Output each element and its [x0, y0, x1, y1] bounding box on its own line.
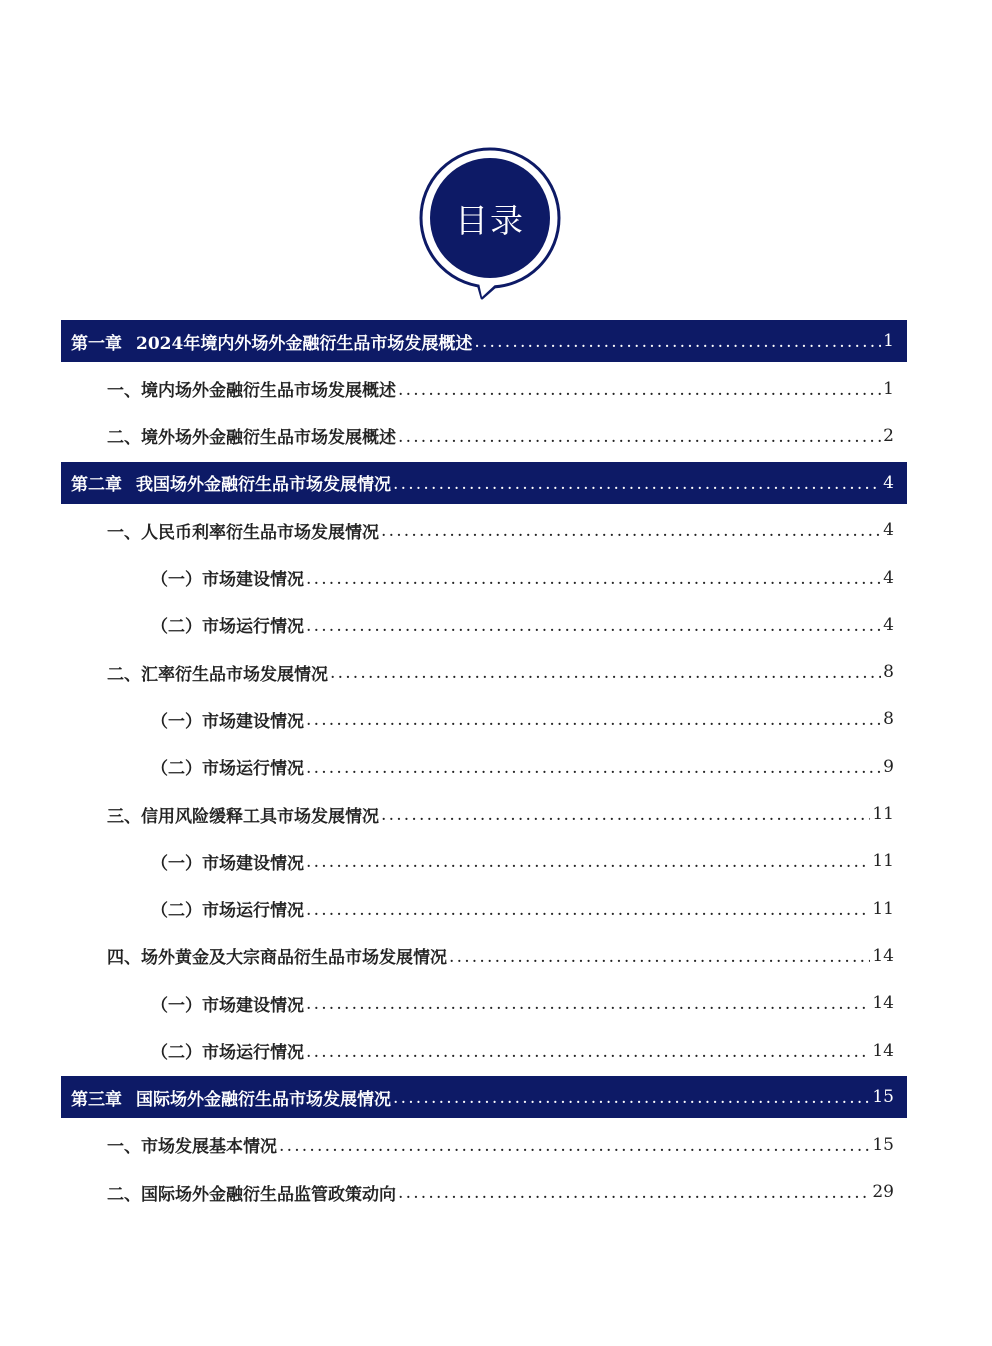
page-number: 4	[883, 567, 894, 588]
page-number: 15	[872, 1134, 894, 1155]
toc-section[interactable]	[61, 790, 907, 837]
toc-subsection[interactable]	[61, 696, 907, 743]
subsection-title: （二）市场运行情况	[151, 901, 304, 922]
chapter-title: 我国场外金融衍生品市场发展情况	[136, 475, 391, 496]
toc-subsection[interactable]	[61, 601, 907, 648]
toc-section[interactable]	[61, 412, 907, 459]
toc-title: 目录	[455, 200, 525, 240]
leader-dots	[306, 852, 870, 872]
toc-chapter-1[interactable]	[61, 320, 907, 362]
section-title: 一、境内场外金融衍生品市场发展概述	[107, 381, 396, 402]
section-title: 一、市场发展基本情况	[107, 1137, 277, 1158]
leader-dots	[306, 1042, 870, 1062]
subsection-title: （一）市场建设情况	[151, 570, 304, 591]
subsection-title: （二）市场运行情况	[151, 617, 304, 638]
toc-section[interactable]	[61, 1168, 907, 1215]
page-number: 15	[872, 1087, 894, 1108]
page-number: 1	[883, 331, 894, 351]
toc-section[interactable]	[61, 365, 907, 412]
page-number: 29	[872, 1182, 894, 1203]
page-number: 2	[883, 425, 894, 446]
page-number: 11	[872, 804, 894, 825]
leader-dots	[306, 994, 870, 1014]
leader-dots	[398, 1183, 870, 1203]
leader-dots	[398, 427, 881, 447]
toc-subsection[interactable]	[61, 838, 907, 885]
section-title: 二、国际场外金融衍生品监管政策动向	[107, 1184, 396, 1205]
page-number: 14	[872, 945, 894, 966]
leader-dots	[474, 332, 881, 352]
subsection-title: （二）市场运行情况	[151, 759, 304, 780]
toc-badge	[418, 146, 562, 302]
leader-dots	[306, 616, 881, 636]
toc-section[interactable]	[61, 648, 907, 695]
leader-dots	[306, 900, 870, 920]
page-number: 9	[883, 756, 894, 777]
toc-section[interactable]	[61, 1121, 907, 1168]
leader-dots	[393, 1088, 870, 1108]
toc-chapter-2[interactable]	[61, 462, 907, 504]
leader-dots	[393, 474, 881, 494]
subsection-title: （一）市场建设情况	[151, 853, 304, 874]
chapter-title: 国际场外金融衍生品市场发展情况	[136, 1089, 391, 1110]
toc-subsection[interactable]	[61, 1027, 907, 1074]
page-number: 4	[883, 520, 894, 541]
chapter-number: 第三章	[71, 1089, 122, 1110]
chapter-title: 2024年境内外场外金融衍生品市场发展概述	[136, 333, 473, 354]
page-number: 14	[872, 1040, 894, 1061]
page-number: 4	[883, 472, 894, 493]
chapter-number: 第二章	[71, 475, 122, 496]
subsection-title: （一）市场建设情况	[151, 995, 304, 1016]
toc-subsection[interactable]	[61, 885, 907, 932]
page-number: 11	[872, 851, 894, 872]
toc-section[interactable]	[61, 932, 907, 979]
leader-dots	[381, 805, 870, 825]
section-title: 四、场外黄金及大宗商品衍生品市场发展情况	[107, 948, 447, 969]
page-number: 14	[872, 993, 894, 1014]
page-number: 4	[883, 614, 894, 635]
section-title: 三、信用风险缓释工具市场发展情况	[107, 806, 379, 827]
subsection-title: （二）市场运行情况	[151, 1043, 304, 1063]
toc-chapter-3[interactable]	[61, 1076, 907, 1118]
leader-dots	[306, 758, 881, 778]
leader-dots	[306, 710, 881, 730]
leader-dots	[381, 521, 881, 541]
leader-dots	[279, 1136, 870, 1156]
section-title: 二、汇率衍生品市场发展情况	[107, 664, 328, 685]
toc-section[interactable]	[61, 507, 907, 554]
leader-dots	[306, 569, 881, 589]
toc-subsection[interactable]	[61, 980, 907, 1027]
page-number: 1	[883, 378, 894, 399]
leader-dots	[330, 663, 881, 683]
section-title: 二、境外场外金融衍生品市场发展概述	[107, 428, 396, 449]
leader-dots	[398, 380, 881, 400]
chapter-number: 第一章	[71, 333, 122, 354]
subsection-title: （一）市场建设情况	[151, 711, 304, 732]
table-of-contents	[61, 318, 907, 1216]
section-title: 一、人民币利率衍生品市场发展情况	[107, 522, 379, 543]
page-number: 8	[883, 709, 894, 730]
page-number: 8	[883, 662, 894, 683]
leader-dots	[449, 947, 870, 967]
toc-subsection[interactable]	[61, 743, 907, 790]
toc-subsection[interactable]	[61, 554, 907, 601]
page-number: 11	[872, 898, 894, 919]
